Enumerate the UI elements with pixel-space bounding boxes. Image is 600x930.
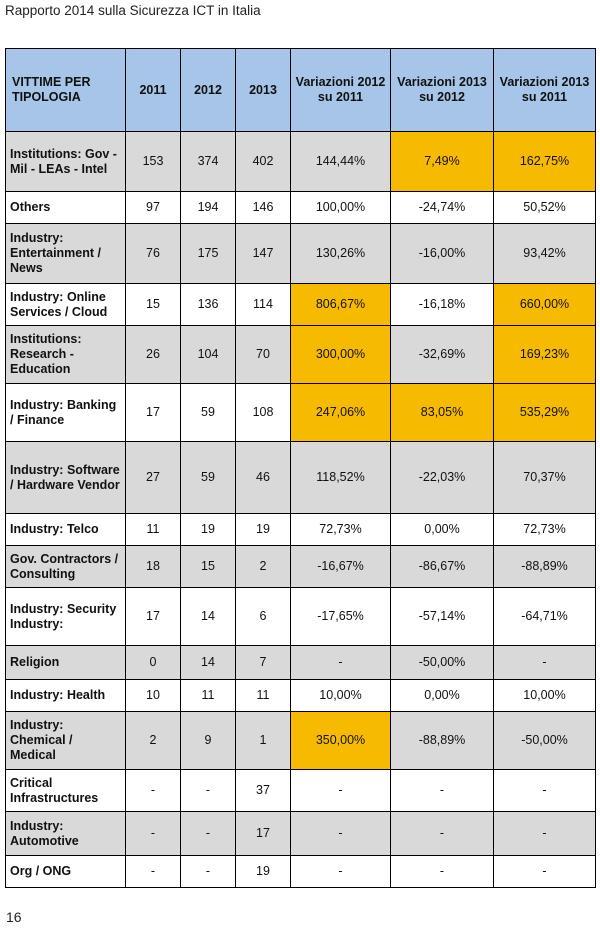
table-row [6,442,596,514]
var-2012-2011-cell: -16,67% [291,546,391,588]
var-2012-2011-cell: 100,00% [291,192,391,224]
value-2013-cell: 108 [236,384,291,442]
value-2013-cell: 19 [236,514,291,546]
value-2013-cell: 17 [236,812,291,856]
var-2013-2011-cell: - [494,856,596,888]
category-cell: Institutions: Gov - Mil - LEAs - Intel [6,132,126,192]
table-row [6,384,596,442]
value-2011-cell: 97 [126,192,181,224]
var-2012-2011-cell: 247,06% [291,384,391,442]
table-row [6,680,596,712]
value-2012-cell: - [181,856,236,888]
table-row [6,326,596,384]
header-var-2012-2011: Variazioni 2012 su 2011 [291,49,391,132]
value-2012-cell: 14 [181,646,236,680]
var-2013-2012-cell: -16,00% [391,224,494,284]
var-2013-2011-cell: 535,29% [494,384,596,442]
table-row [6,224,596,284]
table-row [6,514,596,546]
value-2013-cell: 37 [236,770,291,812]
var-2013-2012-cell: -16,18% [391,284,494,326]
var-2013-2012-cell: 83,05% [391,384,494,442]
var-2013-2011-cell: 72,73% [494,514,596,546]
value-2012-cell: - [181,812,236,856]
header-var-2013-2012: Variazioni 2013 su 2012 [391,49,494,132]
category-cell: Industry: Software / Hardware Vendor [6,442,126,514]
var-2013-2011-cell: -88,89% [494,546,596,588]
header-category: VITTIME PER TIPOLOGIA [6,49,126,132]
value-2012-cell: 14 [181,588,236,646]
var-2013-2012-cell: -32,69% [391,326,494,384]
var-2012-2011-cell: 144,44% [291,132,391,192]
var-2013-2012-cell: 7,49% [391,132,494,192]
value-2011-cell: 15 [126,284,181,326]
value-2012-cell: 15 [181,546,236,588]
var-2013-2012-cell: -86,67% [391,546,494,588]
var-2013-2011-cell: 10,00% [494,680,596,712]
value-2011-cell: 76 [126,224,181,284]
category-cell: Industry: Health [6,680,126,712]
table-row [6,646,596,680]
var-2012-2011-cell: 118,52% [291,442,391,514]
header-2011: 2011 [126,49,181,132]
value-2011-cell: 18 [126,546,181,588]
value-2011-cell: 17 [126,588,181,646]
var-2013-2011-cell: - [494,646,596,680]
var-2013-2012-cell: 0,00% [391,514,494,546]
value-2011-cell: 11 [126,514,181,546]
value-2011-cell: 26 [126,326,181,384]
value-2013-cell: 7 [236,646,291,680]
category-cell: Gov. Contractors / Consulting [6,546,126,588]
var-2012-2011-cell: 300,00% [291,326,391,384]
category-cell: Industry: Automotive [6,812,126,856]
value-2013-cell: 46 [236,442,291,514]
table-row [6,546,596,588]
header-2013: 2013 [236,49,291,132]
var-2013-2011-cell: -64,71% [494,588,596,646]
category-cell: Industry: Chemical / Medical [6,712,126,770]
table-row [6,812,596,856]
value-2012-cell: 374 [181,132,236,192]
var-2013-2012-cell: -22,03% [391,442,494,514]
var-2012-2011-cell: 350,00% [291,712,391,770]
var-2013-2012-cell: 0,00% [391,680,494,712]
value-2012-cell: 9 [181,712,236,770]
var-2012-2011-cell: 72,73% [291,514,391,546]
category-cell: Institutions: Research - Education [6,326,126,384]
table-row [6,770,596,812]
page-number: 16 [6,909,22,925]
var-2012-2011-cell: - [291,856,391,888]
category-cell: Industry: Online Services / Cloud [6,284,126,326]
value-2013-cell: 146 [236,192,291,224]
category-cell: Others [6,192,126,224]
value-2013-cell: 1 [236,712,291,770]
category-cell: Industry: Telco [6,514,126,546]
category-cell: Critical Infrastructures [6,770,126,812]
var-2013-2012-cell: -24,74% [391,192,494,224]
value-2011-cell: 10 [126,680,181,712]
var-2013-2011-cell: - [494,770,596,812]
var-2013-2011-cell: - [494,812,596,856]
value-2011-cell: 27 [126,442,181,514]
value-2012-cell: 59 [181,384,236,442]
value-2012-cell: 175 [181,224,236,284]
value-2011-cell: 0 [126,646,181,680]
value-2013-cell: 2 [236,546,291,588]
var-2013-2011-cell: 162,75% [494,132,596,192]
category-cell: Religion [6,646,126,680]
victims-table [5,48,596,888]
table-row [6,192,596,224]
table-row [6,132,596,192]
value-2013-cell: 70 [236,326,291,384]
value-2012-cell: 11 [181,680,236,712]
var-2012-2011-cell: 130,26% [291,224,391,284]
value-2012-cell: 19 [181,514,236,546]
var-2012-2011-cell: 10,00% [291,680,391,712]
category-cell: Industry: Banking / Finance [6,384,126,442]
var-2012-2011-cell: 806,67% [291,284,391,326]
var-2013-2012-cell: -88,89% [391,712,494,770]
category-cell: Industry: Security Industry: [6,588,126,646]
category-cell: Org / ONG [6,856,126,888]
var-2013-2011-cell: 70,37% [494,442,596,514]
document-header: Rapporto 2014 sulla Sicurezza ICT in Italia [5,3,261,18]
table-row [6,712,596,770]
value-2012-cell: 59 [181,442,236,514]
var-2012-2011-cell: - [291,812,391,856]
value-2012-cell: 136 [181,284,236,326]
value-2013-cell: 6 [236,588,291,646]
var-2013-2011-cell: 50,52% [494,192,596,224]
value-2011-cell: 2 [126,712,181,770]
value-2012-cell: 194 [181,192,236,224]
var-2013-2012-cell: - [391,856,494,888]
var-2012-2011-cell: - [291,646,391,680]
table-body [6,132,596,888]
var-2013-2011-cell: 169,23% [494,326,596,384]
table-header-row [6,49,596,132]
value-2011-cell: - [126,770,181,812]
value-2011-cell: - [126,856,181,888]
var-2013-2011-cell: 660,00% [494,284,596,326]
var-2013-2011-cell: -50,00% [494,712,596,770]
value-2013-cell: 19 [236,856,291,888]
category-cell: Industry: Entertainment / News [6,224,126,284]
table-row [6,856,596,888]
table-row [6,588,596,646]
var-2013-2012-cell: - [391,770,494,812]
var-2013-2012-cell: -57,14% [391,588,494,646]
value-2013-cell: 11 [236,680,291,712]
table-row [6,284,596,326]
value-2011-cell: 17 [126,384,181,442]
header-var-2013-2011: Variazioni 2013 su 2011 [494,49,596,132]
value-2013-cell: 147 [236,224,291,284]
value-2013-cell: 402 [236,132,291,192]
var-2013-2011-cell: 93,42% [494,224,596,284]
value-2011-cell: - [126,812,181,856]
var-2013-2012-cell: -50,00% [391,646,494,680]
value-2012-cell: - [181,770,236,812]
var-2013-2012-cell: - [391,812,494,856]
value-2013-cell: 114 [236,284,291,326]
var-2012-2011-cell: -17,65% [291,588,391,646]
header-2012: 2012 [181,49,236,132]
value-2011-cell: 153 [126,132,181,192]
var-2012-2011-cell: - [291,770,391,812]
value-2012-cell: 104 [181,326,236,384]
